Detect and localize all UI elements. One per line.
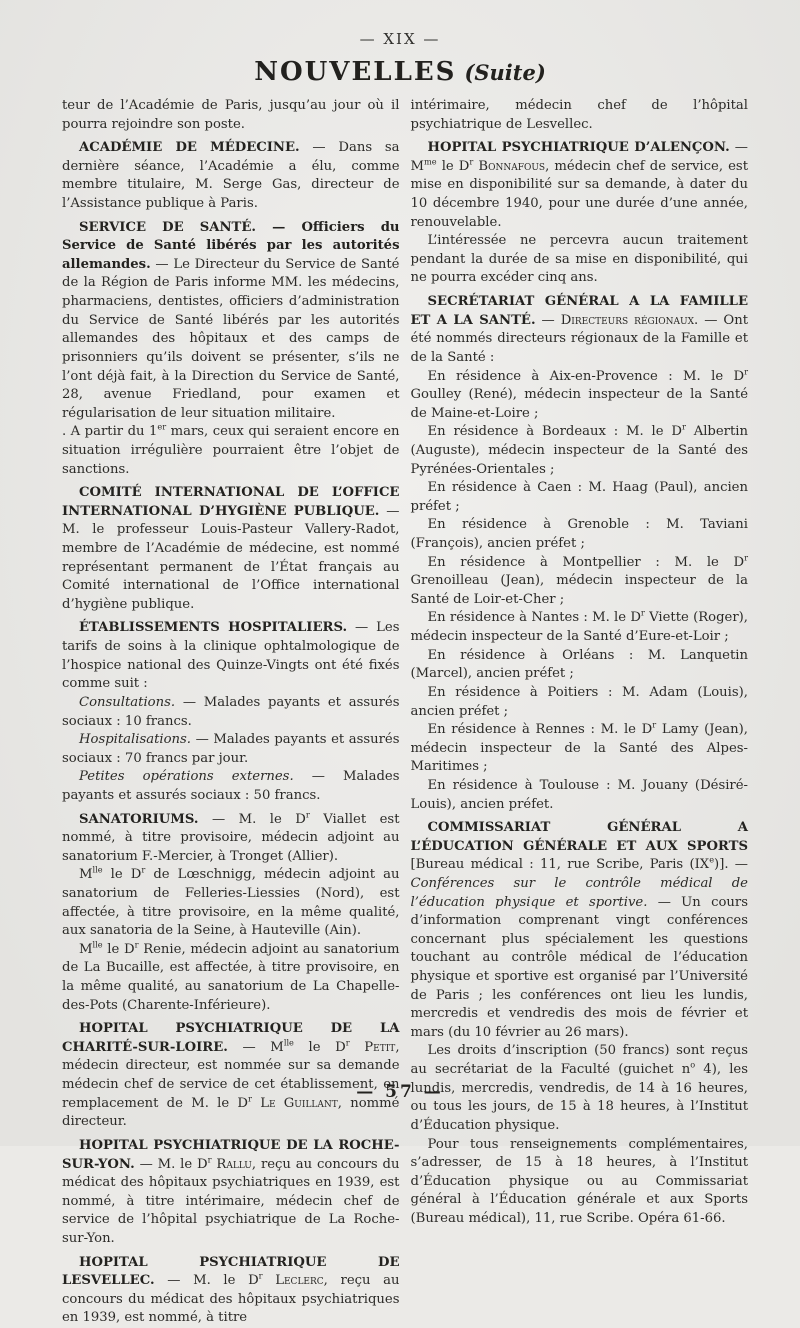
paragraph: $M^{lle}$ le $D^r$ Renie, médecin adjoint au sanatorium de La Bucaille, est affectée, à titre provisoire, en la même qualité, au sanatorium de La Chapelle-des-Pots (Charente-Inférieure).: [62, 939, 400, 1013]
page-number-top: — XIX —: [359, 30, 441, 48]
paragraph: . A partir du 1er mars, ceux qui seraient encore en situation irrégulière pourraient être l’objet de sanctions.: [62, 421, 400, 477]
page-title-text: NOUVELLES: [254, 57, 457, 87]
column-left: [62, 97, 400, 1328]
two-column-body: [0, 87, 800, 1328]
paragraph: $M^{lle}$ le $D^r$ de Lœschnigg, médecin adjoint au sanatorium de Felleries-Liessies (Nord), est affectée, à titre provisoire, en la même qualité, aux sanatoria de la Seine, à Hauteville (Ain).: [62, 864, 400, 939]
paragraph: intérimaire, médecin chef de l’hôpital psychiatrique de Lesvellec.: [410, 98, 748, 132]
paragraph: ACADÉMIE DE MÉDECINE. — Dans sa dernière séance, l’Académie a élu, comme membre titulaire, M. Serge Gas, directeur de l’Assistance publique à Paris.: [62, 140, 400, 212]
paragraph: Petites opérations externes. — Malades payants et assurés sociaux : 50 francs.: [62, 769, 400, 803]
page-title: [0, 57, 800, 87]
page-title-suffix: (Suite): [464, 60, 546, 85]
paragraph: En résidence à Poitiers : M. Adam (Louis), ancien préfet ;: [410, 684, 748, 719]
paragraph: COMITÉ INTERNATIONAL DE L’OFFICE INTERNATIONAL D’HYGIÈNE PUBLIQUE. — M. le professeur Louis-Pasteur Vallery-Radot, membre de l’Académie de médecine, est nommé représentant permanent de l’État français au Comité international de l’Office international d’hygiène publique.: [62, 485, 400, 612]
paragraph: Les droits d’inscription (50 francs) sont reçus au secrétariat de la Faculté (guichet $n^o$ 4), les lundis, mercredis, vendredis, de 14 à 16 heures, ou tous les jours, de 15 à 18 heures, à l’Institut d’Éducation physique.: [410, 1043, 748, 1133]
paragraph: En résidence à Montpellier : M. le $D^r$ Grenoilleau (Jean), médecin inspecteur de la Santé de Loir-et-Cher ;: [410, 552, 748, 607]
paragraph: SERVICE DE SANTÉ. — Officiers du Service de Santé libérés par les autorités allemandes. — Le Directeur du Service de Santé de la Région de Paris informe MM. les médecins, pharmaciens, dentistes, officiers d’administration du Service de Santé libérés par les autorités allemandes des hôpitaux et des camps de prisonniers qu’ils doivent se présenter, s’ils ne l’ont déjà fait, à la Direction du Service de Santé, 28, avenue Friedland, pour examen et régularisation de leur situation militaire.: [62, 219, 400, 421]
paragraph: HOPITAL PSYCHIATRIQUE DE LA ROCHE-SUR-YON. — M. le $D^r$ Rallu, reçu au concours du médicat des hôpitaux psychiatriques en 1939, est nommé, à titre intérimaire, médecin chef de service de l’hôpital psychiatrique de La Roche-sur-Yon.: [62, 1137, 400, 1246]
paragraph: HOPITAL PSYCHIATRIQUE DE LA CHARITÉ-SUR-LOIRE. — $M^{lle}$ le $D^r$ Petit, médecin directeur, est nommée sur sa demande médecin chef de service de cet établissement, en remplacement de M. le $D^r$ Le Guillant, nommé directeur.: [62, 1021, 400, 1130]
page-header: [0, 30, 800, 87]
paragraph: En résidence à Nantes : M. le $D^r$ Viette (Roger), médecin inspecteur de la Santé d’Eure-et-Loir ;: [410, 608, 748, 645]
paragraph: En résidence à Caen : M. Haag (Paul), ancien préfet ;: [410, 480, 748, 514]
paragraph: En résidence à Aix-en-Provence : M. le $D^r$ Goulley (René), médecin inspecteur de la Santé de Maine-et-Loire ;: [410, 366, 748, 421]
paragraph: Consultations. — Malades payants et assurés sociaux : 10 francs.: [62, 694, 400, 729]
paragraph: Hospitalisations. — Malades payants et assurés sociaux : 70 francs par jour.: [62, 732, 400, 766]
paragraph: ÉTABLISSEMENTS HOSPITALIERS. — Les tarifs de soins à la clinique ophtalmologique de l’hospice national des Quinze-Vingts ont été fixés comme suit :: [62, 620, 400, 692]
paragraph: HOPITAL PSYCHIATRIQUE DE LESVELLEC. — M. le $D^r$ Leclerc, reçu au concours du médicat des hôpitaux psychiatriques en 1939, est nommé, à titre: [62, 1254, 400, 1326]
paragraph: L’intéressée ne percevra aucun traitement pendant la durée de sa mise en disponibilité, qui ne pourra excéder cinq ans.: [410, 233, 748, 286]
page-number-bottom: — 57 —: [356, 1082, 444, 1102]
paragraph: En résidence à Rennes : M. le $D^r$ Lamy (Jean), médecin inspecteur de la Santé des Alpes-Maritimes ;: [410, 719, 749, 775]
paragraph: En résidence à Bordeaux : M. le $D^r$ Albertin (Auguste), médecin inspecteur de la Santé des Pyrénées-Orientales ;: [410, 421, 748, 477]
paragraph: En résidence à Orléans : M. Lanquetin (Marcel), ancien préfet ;: [410, 647, 748, 682]
paragraph: SECRÉTARIAT GÉNÉRAL A LA FAMILLE ET A LA SANTÉ. — Directeurs régionaux. — Ont été nommés directeurs régionaux de la Famille et de la Santé :: [410, 294, 749, 365]
column-right: [411, 97, 749, 1328]
paragraph: teur de l’Académie de Paris, jusqu’au jour où il pourra rejoindre son poste.: [62, 98, 400, 132]
paragraph: SANATORIUMS. — M. le $D^r$ Viallet est nommé, à titre provisoire, médecin adjoint au sanatorium F.-Mercier, à Tronget (Allier).: [62, 809, 400, 864]
paragraph: COMMISSARIAT GÉNÉRAL A L’ÉDUCATION GÉNÉRALE ET AUX SPORTS [Bureau médical : 11, rue Scribe, Paris (IXe)]. — Conférences sur le contrôle médical de l’éducation physique et sportive. — Un cours d’information comprenant vingt conférences concernant plus spécialement les questions touchant au contrôle médical de l’éducation physique et sportive est organisé par l’Université de Paris ; les conférences ont lieu les lundis, mercredis et vendredis des mois de février et mars (du 10 février au 26 mars).: [410, 820, 748, 1040]
paragraph: En résidence à Toulouse : M. Jouany (Désiré-Louis), ancien préfet.: [410, 777, 748, 812]
paragraph: HOPITAL PSYCHIATRIQUE D’ALENÇON. — $M^{me}$ le $D^r$ Bonnafous, médecin chef de service, est mise en disponibilité sur sa demande, à dater du 10 décembre 1940, pour une durée d’une année, renouvelable.: [410, 140, 748, 230]
paragraph: Pour tous renseignements complémentaires, s’adresser, de 15 à 18 heures, à l’Institut d’Éducation physique ou au Commissariat général à l’Éducation générale et aux Sports (Bureau médical), 11, rue Scribe. Opéra 61-66.: [410, 1136, 748, 1226]
paragraph: En résidence à Grenoble : M. Taviani (François), ancien préfet ;: [410, 517, 748, 552]
